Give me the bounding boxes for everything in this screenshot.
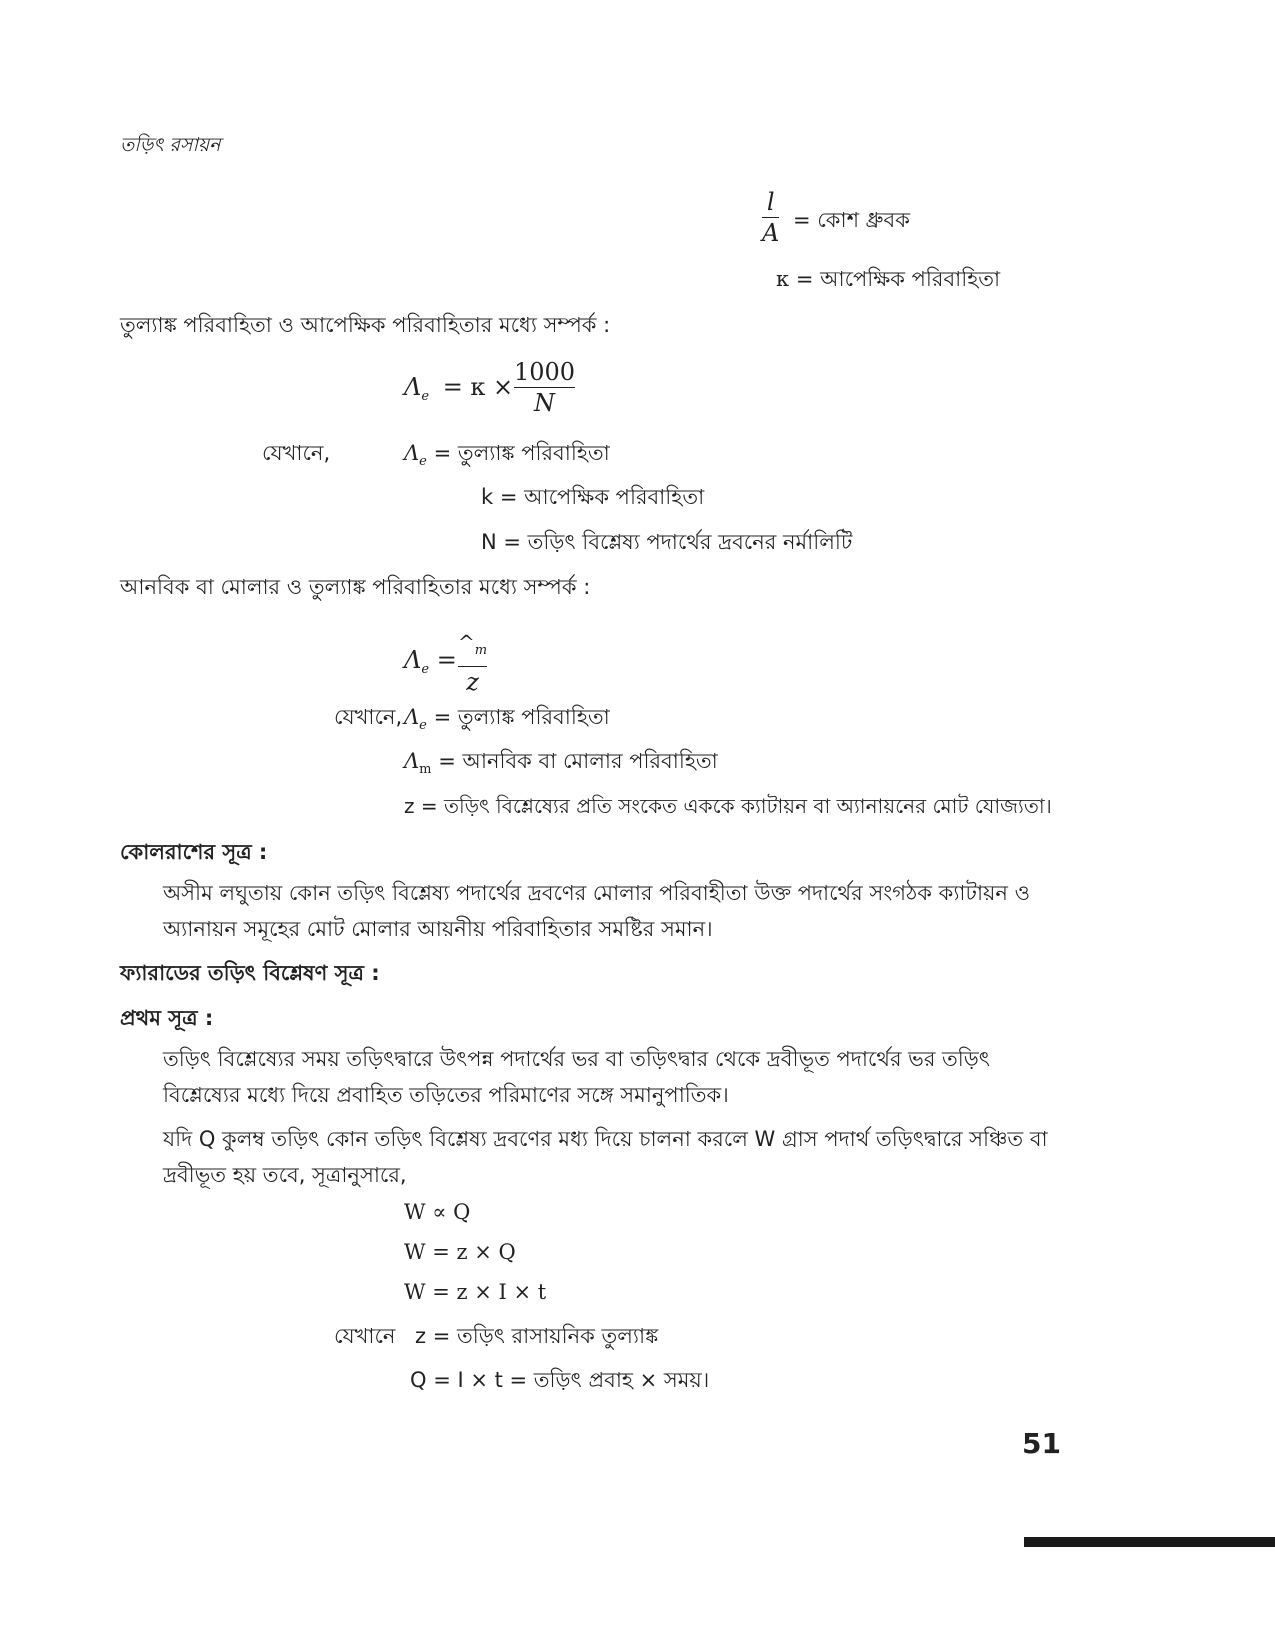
- subscript-m: m: [419, 762, 432, 777]
- lambda-symbol: Λ: [404, 441, 420, 465]
- equation-fraction: [514, 357, 575, 418]
- subscript-e: e: [421, 389, 430, 404]
- section2-heading: আনবিক বা মোলার ও তুল্যাঙ্ক পরিবাহিতার মধ্যে সম্পর্ক :: [120, 575, 591, 599]
- definition-molar-conductance: [404, 748, 718, 783]
- equation-lhs: [404, 645, 457, 685]
- first-law-statement: তড়িৎ বিশ্লেষ্যের সময় তড়িৎদ্বারে উৎপন্ন পদার্থের ভর বা তড়িৎদ্বার থেকে দ্রবীভূত পদার্থের ভর তড়িৎ বিশ্লেষ্যের মধ্যে দিয়ে প্রবাহিত তড়িতের পরিমাণের সঙ্গে সমানুপাতিক।: [163, 1047, 991, 1107]
- definition-equivalent-conductance: [404, 704, 610, 739]
- subscript-e: e: [421, 662, 430, 677]
- equation-w-zq: W = z × Q: [404, 1240, 516, 1264]
- fraction-denominator: A: [762, 219, 780, 247]
- equation-fraction: [458, 627, 487, 697]
- equation-w-zit: W = z × I × t: [404, 1280, 547, 1304]
- faraday-heading: ফ্যারাডের তড়িৎ বিশ্লেষণ সূত্র :: [120, 961, 380, 985]
- fraction-denominator: z: [466, 668, 479, 696]
- lambda-symbol: Λ: [404, 749, 420, 773]
- first-law-heading: প্রথম সূত্র :: [120, 1006, 214, 1030]
- fraction-numerator: 1000: [514, 358, 576, 386]
- lambda-symbol: Λ: [404, 705, 420, 729]
- definition-text: = তুল্যাঙ্ক পরিবাহিতা: [433, 705, 610, 729]
- first-law-explanation: যদি Q কুলম্ব তড়িৎ কোন তড়িৎ বিশ্লেষ্য দ্রবণের মধ্য দিয়ে চালনা করলে W গ্রাস পদার্থ তড়িৎদ্বারে সঞ্চিত বা দ্রবীভূত হয় তবে, সূত্রানুসারে,: [163, 1127, 1048, 1187]
- definition-text: = আপেক্ষিক পরিবাহিতা: [795, 267, 1001, 291]
- cell-constant-definition: = কোশ ধ্রুবক: [793, 208, 910, 232]
- cell-constant-fraction: [762, 187, 779, 248]
- footer-bar: [1024, 1537, 1275, 1547]
- definition-text: = আনবিক বা মোলার পরিবাহিতা: [438, 749, 718, 773]
- lambda-symbol: Λ: [404, 373, 422, 401]
- where-label: যেখানে,: [262, 441, 331, 465]
- definition-text: = তুল্যাঙ্ক পরিবাহিতা: [433, 441, 610, 465]
- fraction-numerator: [458, 627, 487, 666]
- definition-electrochemical-equivalent: z = তড়িৎ রাসায়নিক তুল্যাঙ্ক: [415, 1324, 659, 1348]
- where-label: যেখানে,: [334, 705, 403, 729]
- kappa-symbol: κ: [776, 267, 790, 291]
- subscript-e: e: [419, 718, 427, 733]
- page-number: 51: [1022, 1427, 1061, 1460]
- fraction-numerator: l: [766, 188, 775, 216]
- fraction-denominator: N: [534, 389, 556, 417]
- definition-valency: z = তড়িৎ বিশ্লেষ্যের প্রতি সংকেত এককে ক্যাটায়ন বা অ্যানায়নের মোট যোজ্যতা।: [404, 794, 1052, 818]
- definition-equivalent-conductance: [404, 440, 610, 475]
- definition-charge: Q = I × t = তড়িৎ প্রবাহ × সময়।: [410, 1368, 710, 1392]
- where-label: যেখানে: [334, 1324, 396, 1348]
- subscript-m: m: [474, 643, 488, 658]
- equation-lhs: [404, 372, 513, 412]
- equals-sign: =: [436, 646, 457, 674]
- running-header: তড়িৎ রসায়ন: [120, 134, 221, 156]
- equation-proportional: W ∝ Q: [404, 1200, 471, 1224]
- equation-operator: = κ ×: [442, 373, 514, 401]
- subscript-e: e: [419, 454, 427, 469]
- definition-specific-conductance: k = আপেক্ষিক পরিবাহিতা: [481, 485, 705, 509]
- specific-conductance-definition: [776, 266, 1000, 292]
- kohlrausch-heading: কোলরাশের সূত্র :: [120, 840, 268, 864]
- section1-heading: তুল্যাঙ্ক পরিবাহিতা ও আপেক্ষিক পরিবাহিতার মধ্যে সম্পর্ক :: [120, 313, 611, 337]
- lambda-symbol: Λ: [404, 646, 422, 674]
- definition-normality: N = তড়িৎ বিশ্লেষ্য পদার্থের দ্রবনের নর্মালিটি: [481, 530, 853, 554]
- caret-symbol: ^: [458, 630, 475, 654]
- kohlrausch-body: অসীম লঘুতায় কোন তড়িৎ বিশ্লেষ্য পদার্থের দ্রবণের মোলার পরিবাহীতা উক্ত পদার্থের সংগঠক ক্যাটায়ন ও অ্যানায়ন সমূহের মোট মোলার আয়নীয় পরিবাহিতার সমষ্টির সমান।: [163, 881, 1031, 941]
